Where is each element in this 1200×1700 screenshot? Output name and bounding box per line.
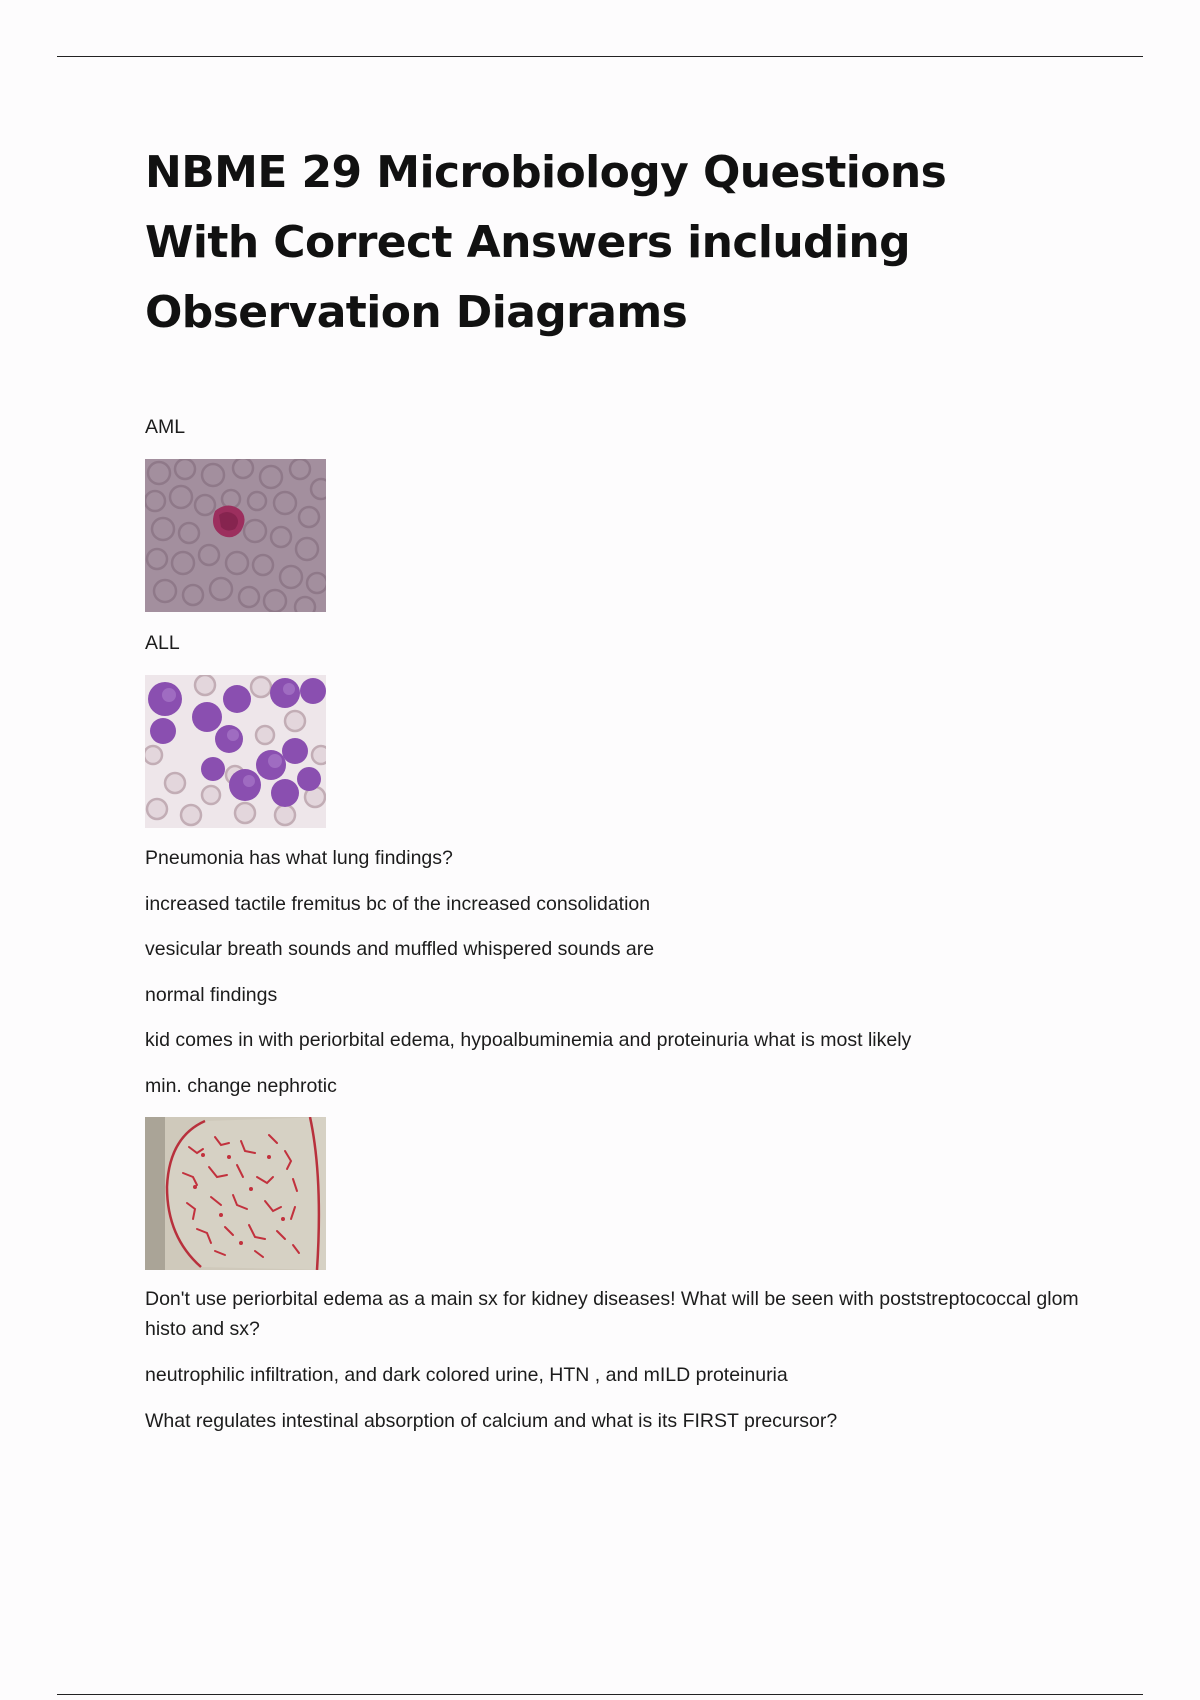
answer-poststreptococcal: neutrophilic infiltration, and dark colored urine, HTN , and mILD proteinuria [145,1364,788,1386]
answer-nephrotic: min. change nephrotic [145,1075,337,1097]
question-nephrotic: kid comes in with periorbital edema, hypoalbuminemia and proteinuria what is most likely [145,1029,912,1051]
aml-blood-smear-icon [145,459,326,612]
label-all: ALL [145,632,180,654]
question-breath-sounds: vesicular breath sounds and muffled whispered sounds are [145,938,655,960]
bottom-rule [57,1694,1143,1695]
question-calcium: What regulates intestinal absorption of calcium and what is its FIRST precursor? [145,1410,838,1432]
question-poststreptococcal: Don't use periorbital edema as a main sx for kidney diseases! What will be seen with poststreptococcal glom histo and sx? [145,1288,1079,1340]
glomerulus-histology-icon [145,1117,326,1270]
label-aml: AML [145,416,186,438]
all-blood-smear-icon [145,675,326,828]
top-rule [57,56,1143,57]
document-title: NBME 29 Microbiology Questions With Correct Answers including Observation Diagrams [145,147,947,338]
answer-pneumonia: increased tactile fremitus bc of the increased consolidation [145,893,651,915]
question-pneumonia: Pneumonia has what lung findings? [145,847,453,869]
answer-breath-sounds: normal findings [145,984,278,1006]
